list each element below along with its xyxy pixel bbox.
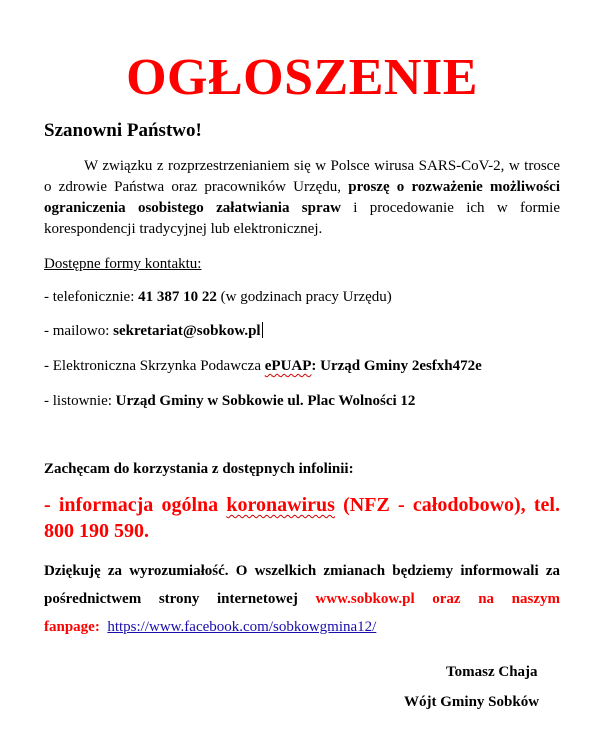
intro-request: proszę o rozważenie możliwości ograniczenia osobistego załatwiania spraw xyxy=(44,179,560,216)
contact-phone-value: 41 387 10 22 xyxy=(138,289,217,305)
contact-epuap xyxy=(44,356,482,376)
encourage-text: Zachęcam do korzystania z dostępnych infolinii: xyxy=(44,461,354,477)
contacts-heading: Dostępne formy kontaktu: xyxy=(44,256,202,272)
greeting: Szanowni Państwo! xyxy=(44,120,202,141)
fanpage-link[interactable]: https://www.facebook.com/sobkowgmina12/ xyxy=(107,619,377,635)
fanpage-label: oraz na naszym fanpage: xyxy=(44,591,560,635)
contact-post-value: Urząd Gminy w Sobkowie ul. Plac Wolności 12 xyxy=(115,393,416,409)
contact-phone-label: - telefonicznie: xyxy=(44,289,139,305)
page-title: OGŁOSZENIE xyxy=(126,49,478,106)
contact-email-label: - mailowo: xyxy=(44,323,114,339)
hotline-suffix: (NFZ - całodobowo), tel. 800 190 590. xyxy=(44,494,560,542)
contact-phone xyxy=(44,287,392,307)
intro-text-2: i procedowanie ich w formie korespondencji tradycyjnej lub elektronicznej. xyxy=(44,200,560,237)
contact-post xyxy=(44,391,415,411)
text-cursor xyxy=(262,322,263,338)
hotline-info xyxy=(44,492,560,544)
hotline-keyword: koronawirus xyxy=(226,494,335,516)
contact-post-label: - listownie: xyxy=(44,393,116,409)
contact-email xyxy=(44,321,263,341)
signature-name: Tomasz Chaja xyxy=(446,664,538,680)
contact-epuap-label: - Elektroniczna Skrzynka Podawcza xyxy=(44,358,265,374)
contact-email-value: sekretariat@sobkow.pl xyxy=(113,323,261,339)
website-link[interactable]: www.sobkow.pl xyxy=(315,591,415,607)
hotline-prefix: - informacja ogólna xyxy=(44,494,227,516)
contact-phone-note: (w godzinach pracy Urzędu) xyxy=(216,289,392,305)
contact-epuap-value: : Urząd Gminy 2esfxh472e xyxy=(311,358,482,374)
signature-role: Wójt Gminy Sobków xyxy=(404,694,540,710)
thanks-paragraph xyxy=(44,557,560,641)
thanks-text: Dziękuję za wyrozumiałość. O wszelkich zmianach będziemy informowali za pośrednictwem strony internetowej xyxy=(44,563,560,607)
contact-epuap-name: ePUAP xyxy=(264,358,312,374)
intro-text-1: W związku z rozprzestrzenianiem się w Polsce wirusa SARS-CoV-2, w trosce o zdrowie Państwa oraz pracowników Urzędu, xyxy=(44,158,560,195)
intro-paragraph xyxy=(44,156,560,240)
